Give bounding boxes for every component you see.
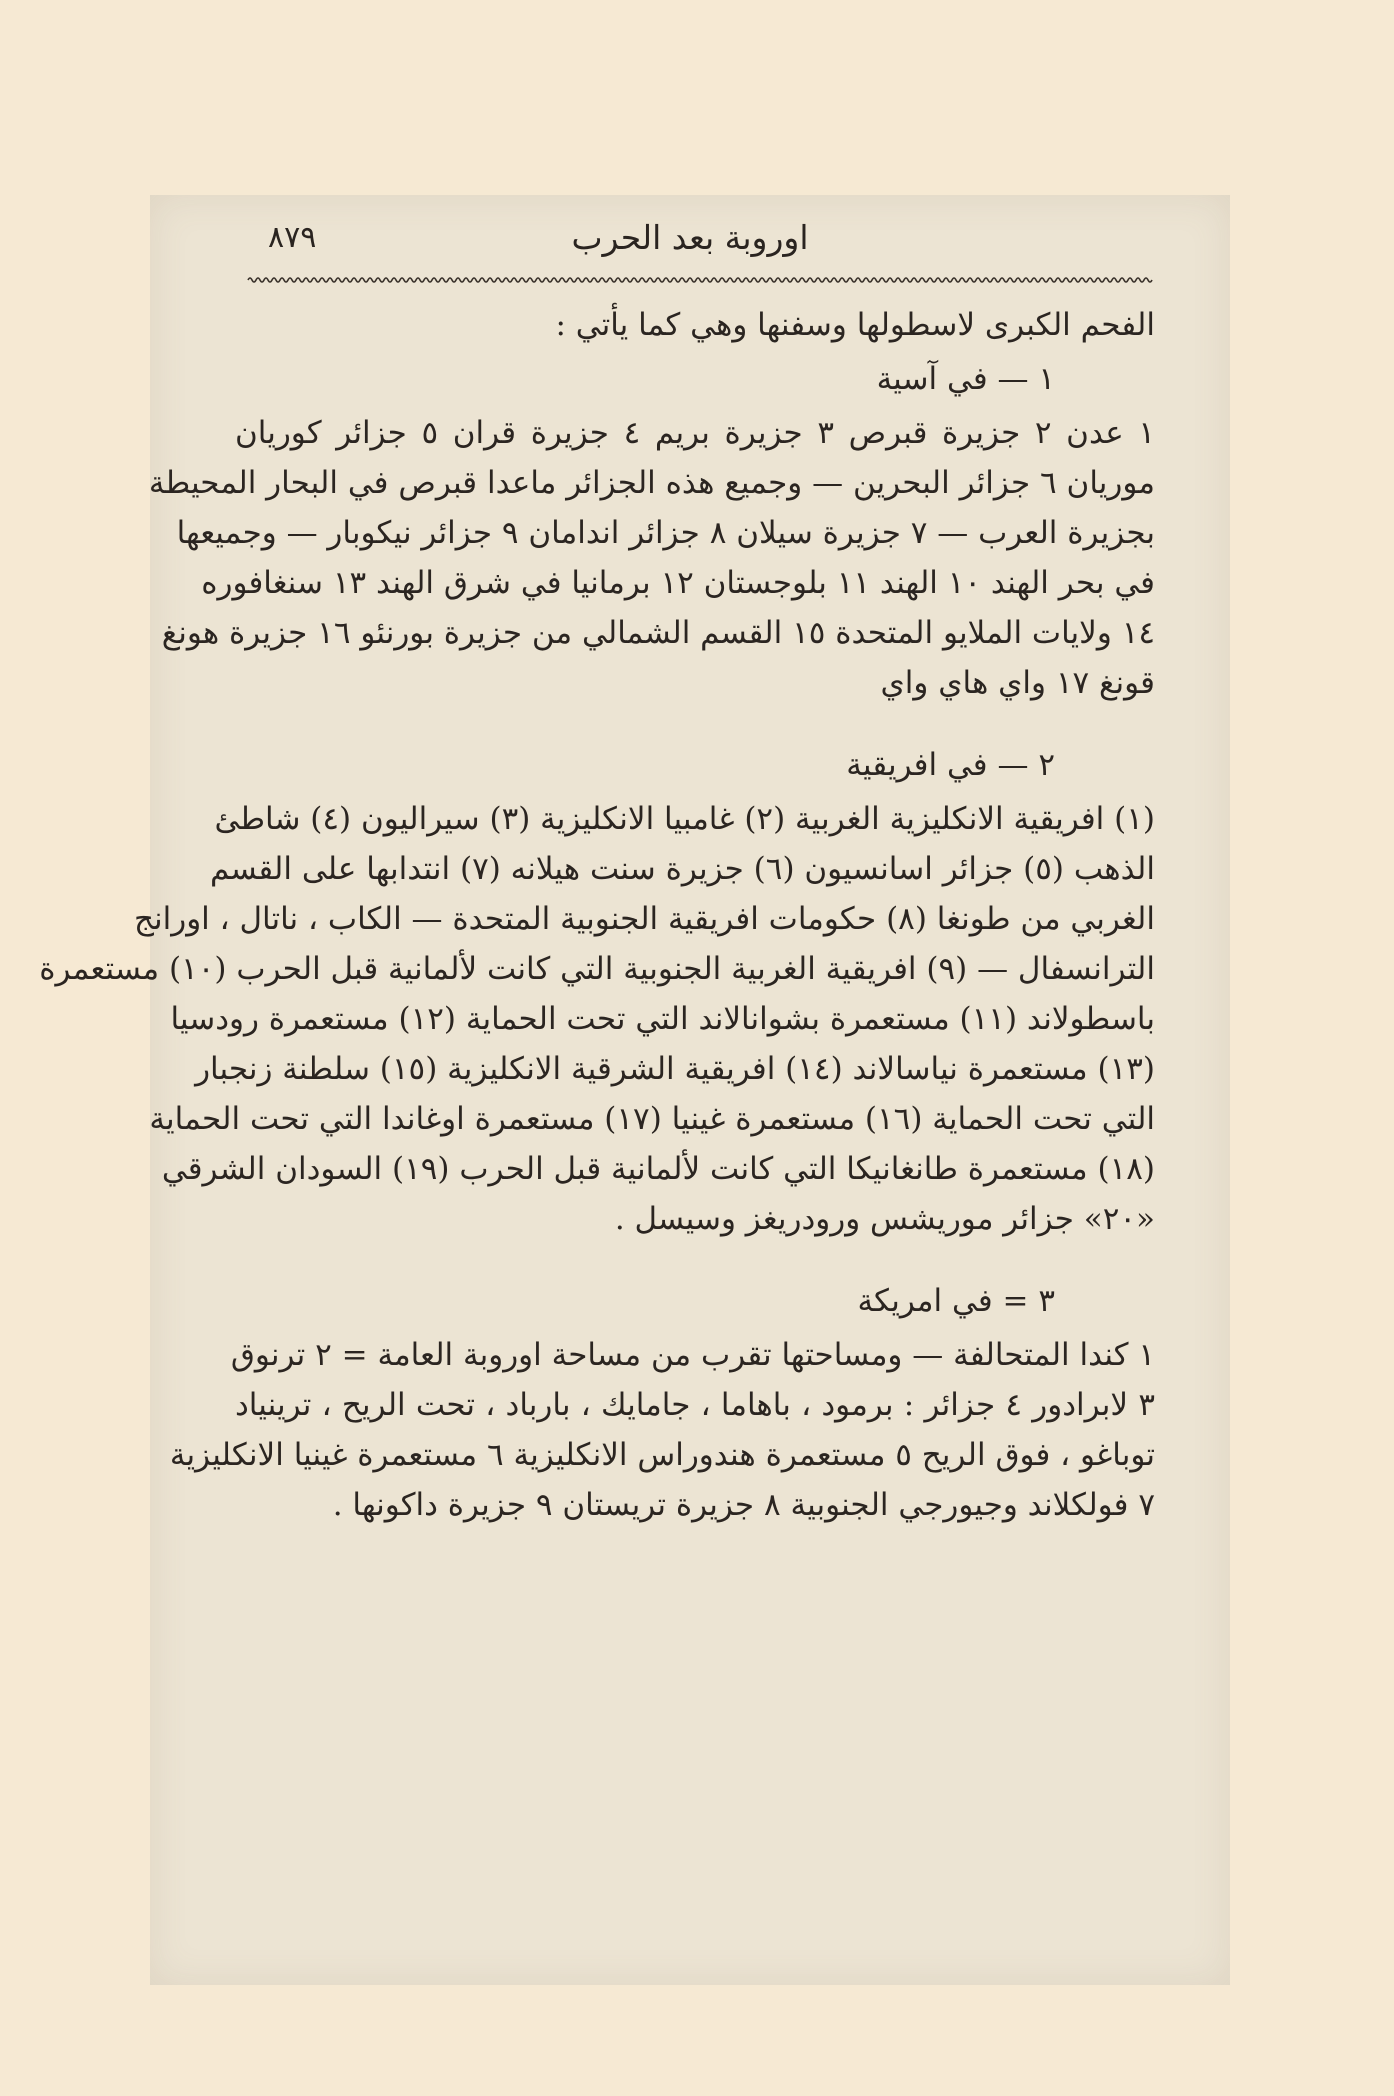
section-heading-africa: ٢ — في افريقية [846,747,1055,783]
running-title: اوروبة بعد الحرب [571,218,809,257]
text-line: قونغ ١٧ واي هاي واي [880,665,1155,701]
text-line: ٧ فولكلاند وجيورجي الجنوبية ٨ جزيرة تريستان ٩ جزيرة داكونها . [332,1487,1155,1523]
text-line: باسطولاند (١١) مستعمرة بشوانالاند التي تحت الحماية (١٢) مستعمرة رودسيا [170,1001,1155,1037]
text-line: توباغو ، فوق الريح ٥ مستعمرة هندوراس الانكليزية ٦ مستعمرة غينيا الانكليزية [169,1437,1155,1473]
text-line: موريان ٦ جزائر البحرين — وجميع هذه الجزائر ماعدا قبرص في البحار المحيطة [148,465,1155,501]
page-header [240,210,1140,270]
text-line: بجزيرة العرب — ٧ جزيرة سيلان ٨ جزائر اندامان ٩ جزائر نيكوبار — وجميعها [176,515,1155,551]
page-body [39,300,1155,1530]
text-line: التي تحت الحماية (١٦) مستعمرة غينيا (١٧) مستعمرة اوغاندا التي تحت الحماية [149,1101,1155,1137]
text-line: ١٤ ولايات الملايو المتحدة ١٥ القسم الشمالي من جزيرة بورنئو ١٦ جزيرة هونغ [161,615,1155,651]
text-line: «٢٠» جزائر موريشس ورودريغز وسيسل . [614,1201,1155,1237]
decorative-wavy-rule [248,276,1148,284]
text-line: ٣ لابرادور ٤ جزائر : برمود ، باهاما ، جامايك ، بارباد ، تحت الريح ، ترينياد [235,1387,1155,1423]
text-line: الغربي من طونغا (٨) حكومات افريقية الجنوبية المتحدة — الكاب ، ناتال ، اورانج [133,901,1155,937]
text-line: ١ عدن ٢ جزيرة قبرص ٣ جزيرة بريم ٤ جزيرة قران ٥ جزائر كوريان [235,415,1155,451]
text-line: في بحر الهند ١٠ الهند ١١ بلوجستان ١٢ برمانيا في شرق الهند ١٣ سنغافوره [201,565,1155,601]
text-line: ١ كندا المتحالفة — ومساحتها تقرب من مساحة اوروبة العامة = ٢ ترنوق [230,1337,1155,1373]
section-heading-america: ٣ = في امريكة [857,1283,1055,1319]
text-line: (١٣) مستعمرة نياسالاند (١٤) افريقية الشرقية الانكليزية (١٥) سلطنة زنجبار [195,1051,1155,1087]
intro-line: الفحم الكبرى لاسطولها وسفنها وهي كما يأتي : [555,307,1155,343]
text-line: الترانسفال — (٩) افريقية الغربية الجنوبية التي كانت لألمانية قبل الحرب (١٠) مستعمرة [39,951,1155,987]
text-line: (١) افريقية الانكليزية الغربية (٢) غامبيا الانكليزية (٣) سيراليون (٤) شاطئ [214,801,1155,837]
page-number: ٨٧٩ [268,220,317,255]
text-line: (١٨) مستعمرة طانغانيكا التي كانت لألمانية قبل الحرب (١٩) السودان الشرقي [161,1151,1155,1187]
text-line: الذهب (٥) جزائر اسانسيون (٦) جزيرة سنت هيلانه (٧) انتدابها على القسم [209,851,1155,887]
section-heading-asia: ١ — في آسية [876,361,1055,397]
